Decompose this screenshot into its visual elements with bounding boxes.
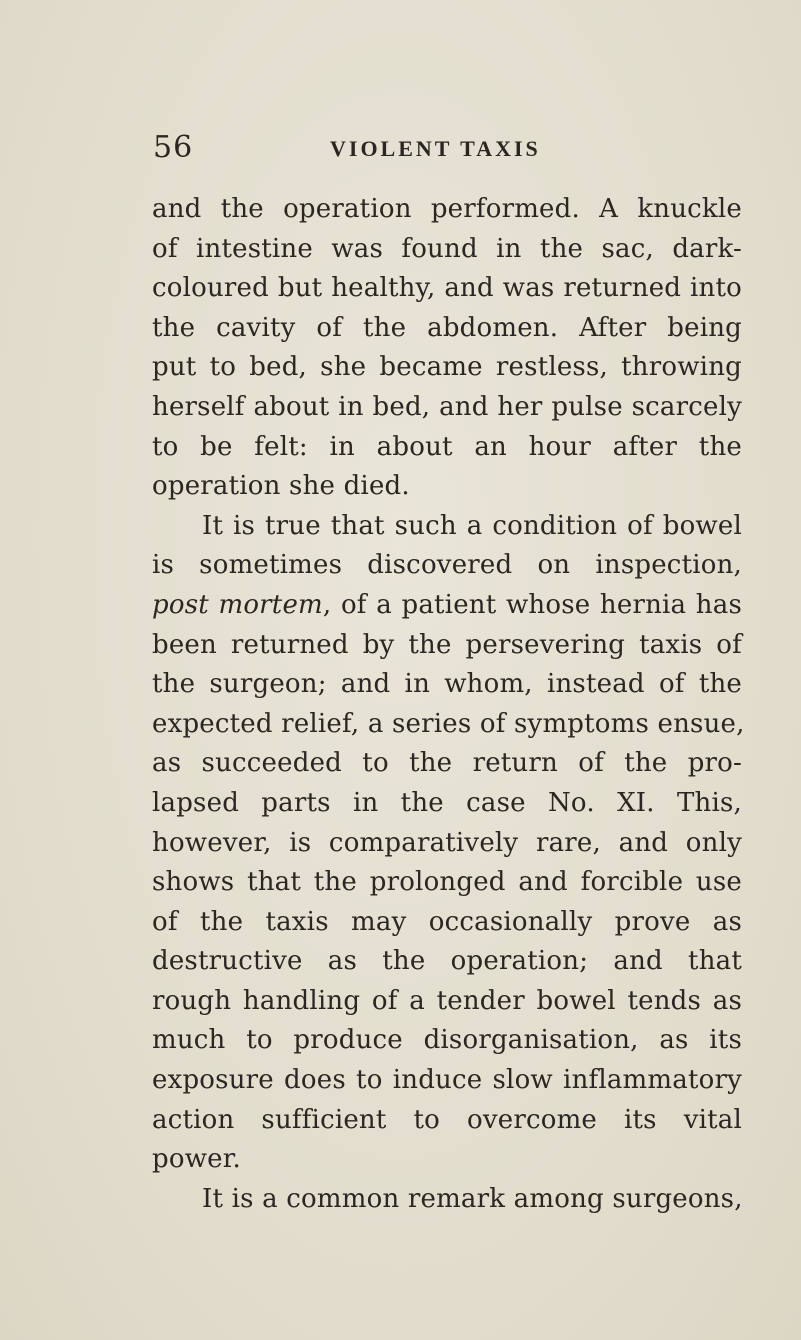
italic-phrase: post mortem	[152, 589, 323, 620]
text-line: is sometimes discovered on inspection,	[152, 550, 742, 581]
text-line: of the taxis may occasionally prove as	[152, 906, 742, 937]
text-line: the cavity of the abdomen. After being	[152, 312, 742, 343]
text-line: exposure does to induce slow inflammatory	[152, 1065, 742, 1096]
text-line: lapsed parts in the case No. XI. This,	[152, 787, 742, 818]
running-title: VIOLENT TAXIS	[330, 136, 541, 161]
running-head	[153, 130, 733, 170]
body-text	[152, 190, 745, 1219]
text-line: coloured but healthy, and was returned into	[152, 273, 742, 304]
text-line: rough handling of a tender bowel tends as	[152, 985, 742, 1016]
text-line: destructive as the operation; and that	[152, 946, 742, 977]
text-line: to be felt: in about an hour after the	[152, 431, 742, 462]
text-line: as succeeded to the return of the pro-	[152, 748, 742, 779]
text-line: of intestine was found in the sac, dark-	[152, 233, 742, 264]
text-line: been returned by the persevering taxis of	[152, 629, 742, 660]
text-line: expected relief, a series of symptoms ensue,	[152, 708, 745, 739]
text-line: operation she died.	[152, 471, 410, 502]
text-line: herself about in bed, and her pulse scarcely	[152, 391, 742, 422]
text-line: action sufficient to overcome its vital	[152, 1104, 742, 1135]
text-line: much to produce disorganisation, as its	[152, 1025, 742, 1056]
text-line	[152, 586, 742, 626]
text-line: shows that the prolonged and forcible use	[152, 867, 742, 898]
paragraph-start-line: It is a common remark among surgeons,	[202, 1183, 743, 1214]
text-fragment: , of a patient whose hernia has	[322, 589, 743, 620]
text-line: put to bed, she became restless, throwing	[152, 352, 742, 383]
text-line: however, is comparatively rare, and only	[152, 827, 742, 858]
text-line: the surgeon; and in whom, instead of the	[152, 669, 742, 700]
text-line: and the operation performed. A knuckle	[152, 194, 742, 224]
paragraph-start-line: It is true that such a condition of bowel	[202, 510, 742, 541]
page-number: 56	[153, 130, 194, 165]
text-line: power.	[152, 1144, 241, 1175]
